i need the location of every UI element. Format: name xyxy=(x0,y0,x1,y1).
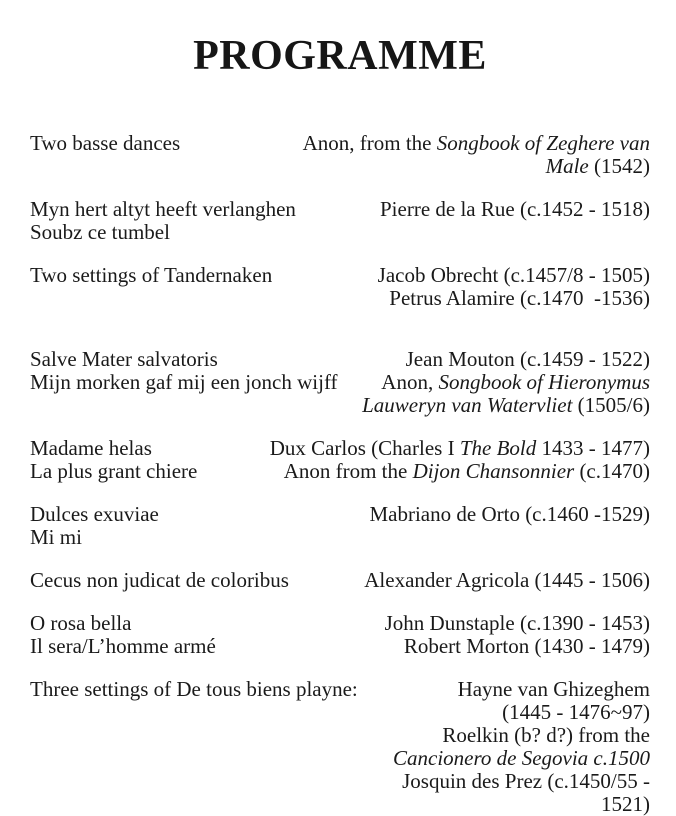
programme-entries xyxy=(30,131,656,816)
composer-attribution xyxy=(216,612,650,658)
attribution-line xyxy=(228,612,650,635)
attribution-text: Robert Morton (1430 - 1479) xyxy=(403,634,650,658)
programme-entry xyxy=(30,132,650,178)
programme-entry xyxy=(30,348,650,417)
piece-title: Two basse dances xyxy=(30,131,181,155)
attribution-text: John Dunstaple (c.1390 - 1453) xyxy=(384,611,650,635)
programme-entry xyxy=(30,503,650,549)
attribution-text: (1505/6) xyxy=(572,393,650,417)
piece-titles xyxy=(30,348,338,394)
attribution-text: Mabriano de Orto (c.1460 -1529) xyxy=(369,502,650,526)
source-title-italic: Lauweryn van Watervliet xyxy=(362,393,573,417)
source-title-italic: Male xyxy=(545,154,589,178)
attribution-text: Anon, from the xyxy=(302,131,437,155)
piece-titles xyxy=(30,678,358,701)
composer-attribution xyxy=(338,348,650,417)
attribution-line xyxy=(171,503,650,526)
attribution-text: Petrus Alamire (c.1470 -1536) xyxy=(389,286,650,310)
programme-entry xyxy=(30,437,650,483)
attribution-line xyxy=(209,460,650,483)
attribution-line xyxy=(370,724,650,747)
piece-titles xyxy=(30,437,197,483)
piece-title: Myn hert altyt heeft verlanghen xyxy=(30,197,296,221)
piece-title: Dulces exuviae xyxy=(30,502,159,526)
composer-attribution xyxy=(272,264,650,310)
programme-entry xyxy=(30,612,650,658)
attribution-text: Alexander Agricola (1445 - 1506) xyxy=(364,568,650,592)
composer-attribution xyxy=(159,503,650,526)
piece-titles xyxy=(30,503,159,549)
attribution-text: (c.1470) xyxy=(574,459,650,483)
attribution-line xyxy=(284,264,650,287)
attribution-line xyxy=(192,132,650,155)
programme-entry xyxy=(30,264,650,310)
piece-title: Madame helas xyxy=(30,436,152,460)
programme-entry xyxy=(30,569,650,592)
source-title-italic: Songbook of Hieronymus xyxy=(438,370,650,394)
attribution-text: (1445 - 1476~97) xyxy=(502,700,650,724)
attribution-line xyxy=(370,747,650,770)
piece-title: Mijn morken gaf mij een jonch wijff xyxy=(30,370,338,394)
attribution-text: Pierre de la Rue (c.1452 - 1518) xyxy=(380,197,650,221)
attribution-line xyxy=(308,198,650,221)
source-title-italic: Cancionero de Segovia c.1500 xyxy=(393,746,650,770)
piece-titles xyxy=(30,198,296,244)
composer-attribution xyxy=(197,437,650,483)
piece-title: O rosa bella xyxy=(30,611,132,635)
page-title: PROGRAMME xyxy=(193,33,487,79)
piece-title: Three settings of De tous biens playne: xyxy=(30,677,358,701)
attribution-text: Roelkin (b? d?) from the xyxy=(442,723,650,747)
source-title-italic: Dijon Chansonnier xyxy=(412,459,575,483)
composer-attribution xyxy=(296,198,650,221)
composer-attribution xyxy=(358,677,656,816)
source-title-italic: The Bold xyxy=(459,436,537,460)
attribution-text: Hayne van Ghizeghem xyxy=(457,677,650,701)
composer-attribution xyxy=(180,132,650,178)
attribution-line xyxy=(192,155,650,178)
attribution-line xyxy=(228,635,650,658)
piece-titles xyxy=(30,569,289,592)
attribution-line xyxy=(350,348,650,371)
attribution-text: Jean Mouton (c.1459 - 1522) xyxy=(405,347,650,371)
source-title-italic: Songbook of Zeghere van xyxy=(436,131,650,155)
piece-title: La plus grant chiere xyxy=(30,459,198,483)
piece-title: Two settings of Tandernaken xyxy=(30,263,273,287)
attribution-text: Anon from the xyxy=(283,459,413,483)
attribution-text: Dux Carlos (Charles I xyxy=(269,436,460,460)
attribution-line xyxy=(209,437,650,460)
attribution-text: Anon, xyxy=(381,370,439,394)
piece-title: Il sera/L’homme armé xyxy=(30,634,216,658)
attribution-text: 1433 - 1477) xyxy=(536,436,650,460)
piece-title: Salve Mater salvatoris xyxy=(30,347,218,371)
attribution-line xyxy=(370,678,650,701)
attribution-text: Josquin des Prez (c.1450/55 - 1521) xyxy=(402,769,656,816)
piece-title: Mi mi xyxy=(30,525,82,549)
programme-entry xyxy=(30,677,656,816)
attribution-line xyxy=(284,287,650,310)
piece-title: Cecus non judicat de coloribus xyxy=(30,568,289,592)
attribution-line xyxy=(370,769,656,816)
piece-titles xyxy=(30,612,216,658)
composer-attribution xyxy=(289,569,650,592)
attribution-text: (1542) xyxy=(588,154,650,178)
attribution-line xyxy=(301,569,650,592)
attribution-text: Jacob Obrecht (c.1457/8 - 1505) xyxy=(377,263,650,287)
attribution-line xyxy=(350,394,650,417)
piece-titles xyxy=(30,264,272,287)
attribution-line xyxy=(350,371,650,394)
piece-titles xyxy=(30,132,180,155)
programme-entry xyxy=(30,198,650,244)
attribution-line xyxy=(370,701,650,724)
piece-title: Soubz ce tumbel xyxy=(30,220,170,244)
